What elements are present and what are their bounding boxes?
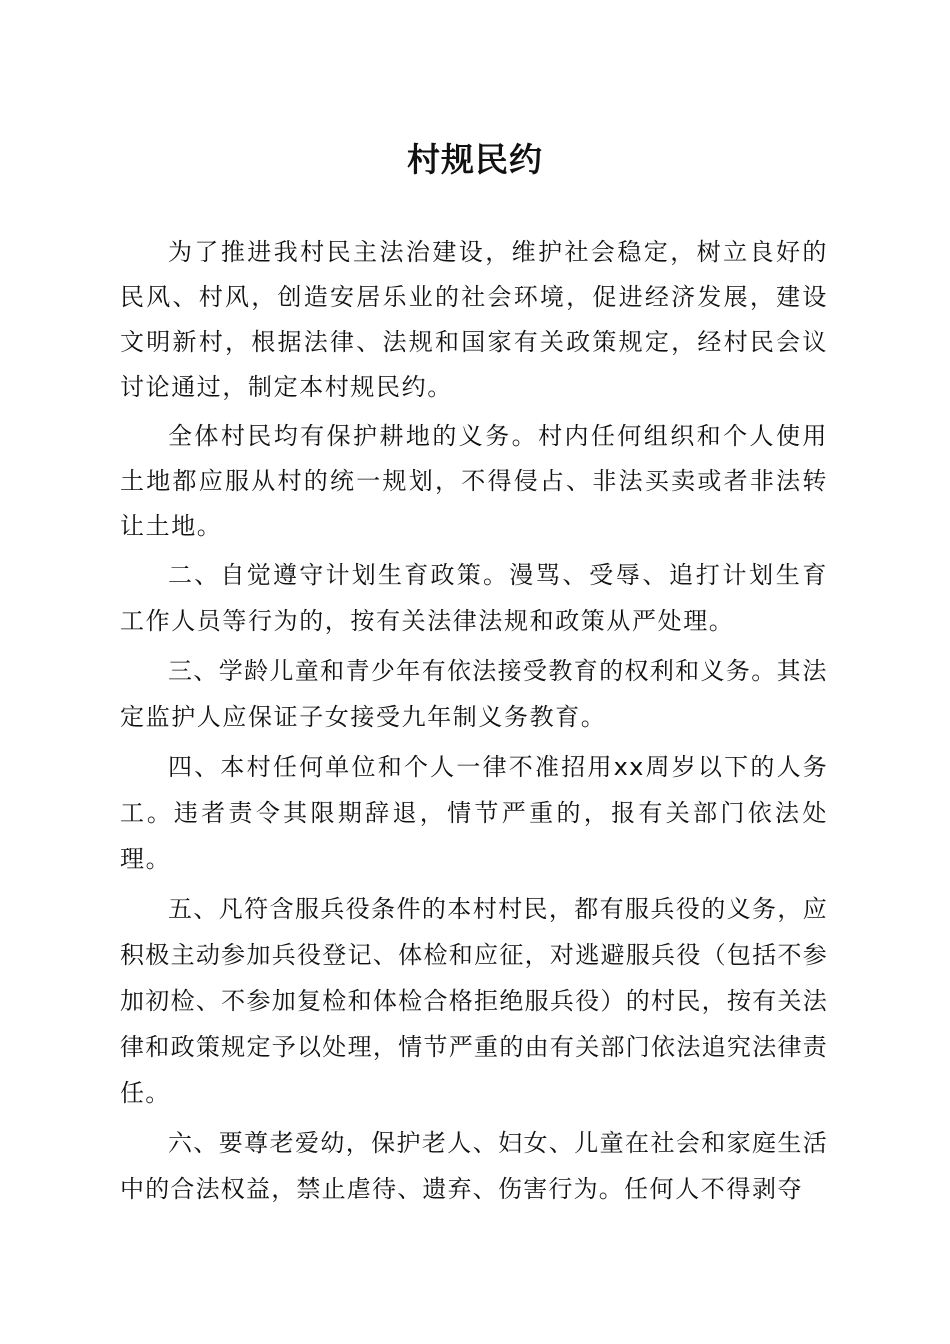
article-3-heading: 三、学龄儿童和青少年有依法接受教育的权利和义务。 [168,657,777,685]
article-4-text: 违者责令其限期辞退，情节严重的，报有关部门依法处理。 [120,799,828,873]
article-5-paragraph [120,887,828,1117]
article-6-heading: 六、要尊老爱幼，保护老人、妇女、儿童在社会和家庭生活中的合法权益，禁止虐待、遗弃、伤害行为。 [120,1129,828,1203]
article-2-text: 漫骂、受辱、追打计划生育工作人员等行为的，按有关法律法规和政策从严处理。 [120,561,828,635]
document-title: 村规民约 [407,140,543,179]
article-1-paragraph: 全体村民均有保护耕地的义务。村内任何组织和个人使用土地都应服从村的统一规划，不得侵占、非法买卖或者非法转让土地。 [120,422,828,540]
article-2-paragraph [120,553,828,645]
preamble-paragraph: 为了推进我村民主法治建设，维护社会稳定，树立良好的民风、村风，创造安居乐业的社会环境，促进经济发展，建设文明新村，根据法律、法规和国家有关政策规定，经村民会议讨论通过，制定本村规民约。 [120,238,828,401]
article-3-text: 其法定监护人应保证子女接受九年制义务教育。 [120,657,828,731]
article-6-text: 任何人不得剥夺 [624,1175,804,1203]
article-3-paragraph [120,649,828,741]
article-2-heading: 二、自觉遵守计划生育政策。 [168,561,510,589]
document-body [120,230,828,1217]
article-6-paragraph [120,1121,828,1213]
article-4-heading: 四、本村任何单位和个人一律不准招用xx周岁以下的人务工。 [120,753,828,827]
article-4-paragraph [120,745,828,883]
article-5-heading: 五、凡符含服兵役条件的本村村民，都有服兵役的义务，应积极主动参加兵役登记、体检和应征，对逃避服兵役（包括不参加初检、不参加复检和体检合格拒绝服兵役）的村民，按有关法律和政策规定予以处理，情节严重的由有关部门依法追究法律责任。 [120,895,828,1107]
